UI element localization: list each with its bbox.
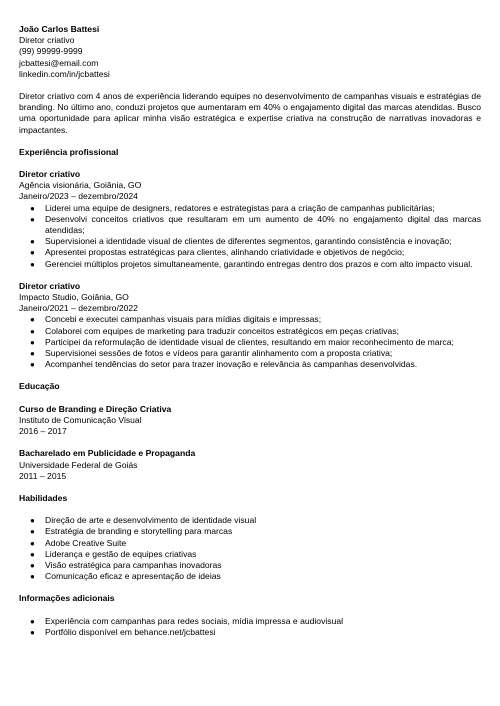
list-item: ● Direção de arte e desenvolvimento de identidade visual <box>30 515 257 526</box>
job-period: Janeiro/2023 – dezembro/2024 <box>19 191 138 202</box>
bullet-icon: ● <box>30 315 35 325</box>
job-bullet-list <box>19 314 481 370</box>
bullet-icon: ● <box>30 326 35 336</box>
bullet-icon: ● <box>30 516 35 526</box>
education-institution: Instituto de Comunicação Visual <box>19 414 142 425</box>
list-item: ● Adobe Creative Suite <box>30 537 127 548</box>
job-period: Janeiro/2021 – dezembro/2022 <box>19 303 138 314</box>
contact-header <box>19 24 481 80</box>
skills-list <box>19 515 481 582</box>
list-item: ● Supervisionei sessões de fotos e vídeos para garantir alinhamento com a proposta criativa; <box>30 348 393 359</box>
job-company: Impacto Studio, Goiânia, GO <box>19 292 129 303</box>
bullet-icon: ● <box>30 549 35 559</box>
job-bullet-list <box>19 203 481 270</box>
education-course: Curso de Branding e Direção Criativa <box>19 403 172 414</box>
list-item: ● Estratégia de branding e storytelling para marcas <box>30 526 233 537</box>
experience-section-title: Experiência profissional <box>19 146 119 157</box>
additional-info-list <box>19 616 481 638</box>
skills-section-title: Habilidades <box>19 492 68 503</box>
list-item: ● Apresentei propostas estratégicas para clientes, alinhando criatividade e objetivos de negócio; <box>30 247 405 258</box>
experience-entry <box>19 169 481 270</box>
list-item: ● Concebi e executei campanhas visuais para mídias digitais e impressas; <box>30 314 322 325</box>
job-company: Agência visionária, Goiânia, GO <box>19 180 142 191</box>
experience-entry <box>19 281 481 371</box>
bullet-icon: ● <box>30 237 35 247</box>
candidate-name: João Carlos Battesi <box>19 24 100 34</box>
education-period: 2011 – 2015 <box>19 470 67 481</box>
bullet-icon: ● <box>30 527 35 537</box>
education-section-title: Educação <box>19 381 60 392</box>
bullet-icon: ● <box>30 337 35 347</box>
education-entry <box>19 448 481 482</box>
list-item: ● Visão estratégica para campanhas inovadoras <box>30 559 222 570</box>
bullet-icon: ● <box>30 259 35 269</box>
bullet-icon: ● <box>30 572 35 582</box>
education-course: Bacharelado em Publicidade e Propaganda <box>19 448 196 459</box>
bullet-icon: ● <box>30 214 35 224</box>
bullet-icon: ● <box>30 360 35 370</box>
list-item: ● Liderança e gestão de equipes criativas <box>30 548 197 559</box>
bullet-icon: ● <box>30 349 35 359</box>
list-item: ● Participei da reformulação de identidade visual de clientes, resultando em maior reconhecimento de marca; <box>30 336 454 347</box>
education-entry <box>19 404 481 438</box>
bullet-icon: ● <box>30 616 35 626</box>
candidate-linkedin[interactable]: linkedin.com/in/jcbattesi <box>19 68 110 79</box>
list-item: ● Comunicação eficaz e apresentação de ideias <box>30 571 221 582</box>
additional-info-section-title: Informações adicionais <box>19 593 115 604</box>
education-institution: Universidade Federal de Goiás <box>19 459 138 470</box>
list-item: ● Supervisionei a identidade visual de clientes de diferentes segmentos, garantindo consistência e inovação; <box>30 236 452 247</box>
list-item: ● Portfólio disponível em behance.net/jcbattesi <box>30 626 216 637</box>
bullet-icon: ● <box>30 627 35 637</box>
education-period: 2016 – 2017 <box>19 426 67 437</box>
bullet-icon: ● <box>30 203 35 213</box>
list-item: ● Gerenciei múltiplos projetos simultaneamente, garantindo entregas dentro dos prazos e com alto impacto visual. <box>30 258 473 269</box>
candidate-email[interactable]: jcbattesi@email.com <box>19 57 99 68</box>
list-item: ● Colaborei com equipes de marketing para traduzir conceitos estratégicos em peças criativas; <box>30 325 399 336</box>
job-role: Diretor criativo <box>19 280 81 291</box>
job-role: Diretor criativo <box>19 169 81 180</box>
bullet-icon: ● <box>30 560 35 570</box>
list-item: ● Liderei uma equipe de designers, redatores e estrategistas para a criação de campanhas publicitárias; <box>30 202 435 213</box>
list-item: ● Acompanhei tendências do setor para trazer inovação e relevância às campanhas desenvolvidas. <box>30 359 418 370</box>
list-item: ● Desenvolvi conceitos criativos que resultaram em um aumento de 40% no engajamento digital das marcas atendidas; <box>30 213 481 236</box>
bullet-icon: ● <box>30 538 35 548</box>
candidate-role: Diretor criativo <box>19 35 75 46</box>
list-item: ● Experiência com campanhas para redes sociais, mídia impressa e audiovisual <box>30 615 344 626</box>
candidate-phone: (99) 99999-9999 <box>19 46 83 57</box>
bullet-icon: ● <box>30 248 35 258</box>
professional-summary: Diretor criativo com 4 anos de experiência liderando equipes no desenvolvimento de campanhas visuais e estratégias de branding. No último ano, conduzi projetos que aumentaram em 40% o engajamento digital das marcas atendidas. Busco uma oportunidade para aplicar minha visão estratégica e expertise criativa na construção de narrativas inovadoras e impactantes. <box>19 91 481 135</box>
